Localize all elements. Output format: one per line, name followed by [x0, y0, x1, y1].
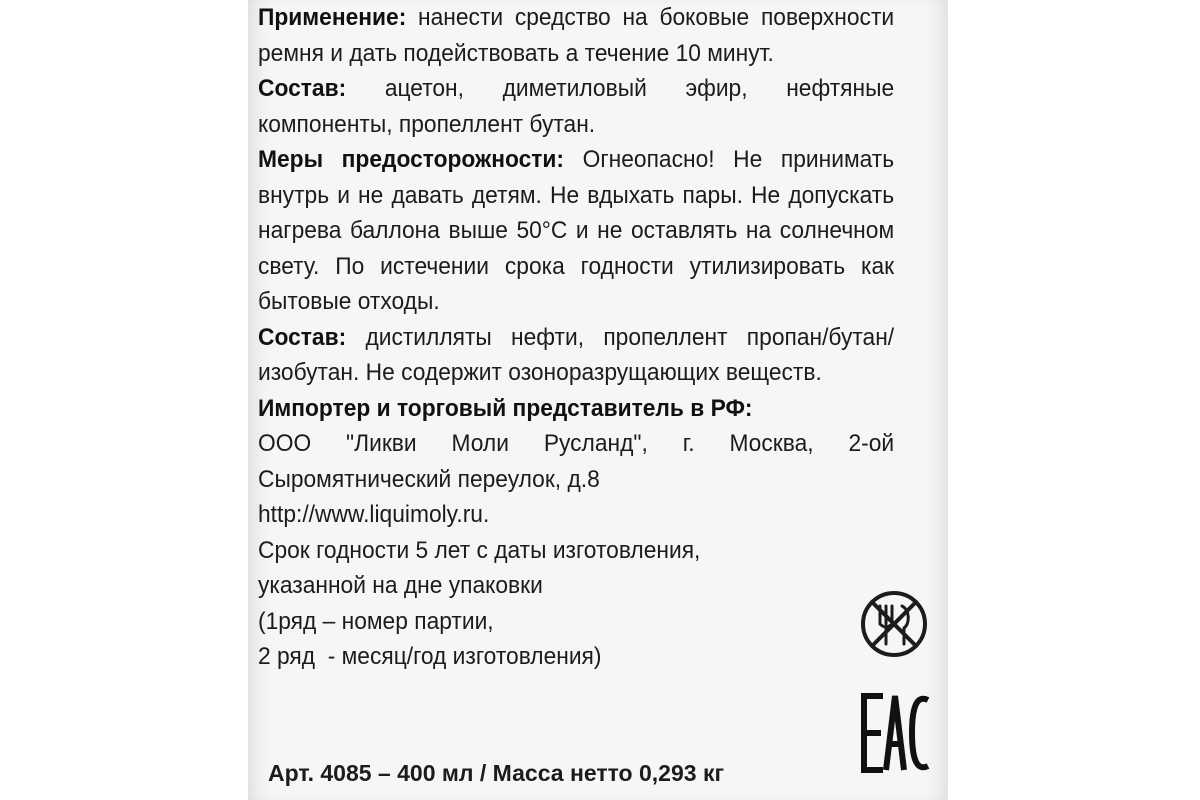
composition-text-2: дистилляты нефти, пропеллент пропан/бутан/изобутан. Не содержит озоноразрущающих веществ.	[258, 323, 895, 386]
usage-section	[258, 0, 894, 71]
composition-heading-2: Состав:	[258, 323, 347, 351]
shelf-life-line-2: указанной на дне упаковки	[258, 572, 543, 599]
precautions-section	[258, 142, 894, 320]
article-weight-line: Арт. 4085 – 400 мл / Масса нетто 0,293 кг	[268, 760, 725, 786]
composition-section-1	[258, 71, 894, 142]
importer-website: http://www.liquimoly.ru.	[258, 501, 490, 528]
crossed-out-food-contact-icon	[858, 588, 930, 660]
precautions-text: Огнеопасно! Не принимать внутрь и не давать детям. Не вдыхать пары. Не допускать нагрева баллона выше 50°С и не оставлять на солнечном свету. По истечении срока годности утилизировать как бытовые отходы.	[258, 146, 895, 315]
shelf-life-line-3: (1ряд – номер партии,	[258, 607, 494, 635]
importer-heading: Импортер и торговый представитель в РФ:	[258, 394, 753, 422]
eac-mark-icon	[860, 688, 932, 778]
label-text-block	[258, 0, 894, 675]
precautions-heading: Меры предосторожности:	[258, 146, 565, 173]
importer-address: ООО "Ликви Моли Русланд", г. Москва, 2-ой Сыромятнический переулок, д.8	[258, 430, 895, 493]
composition-section-2	[258, 320, 894, 391]
composition-heading-1: Состав:	[258, 75, 347, 102]
usage-text: нанести средство на боковые поверхности ремня и дать подействовать а течение 10 минут.	[258, 4, 895, 67]
composition-text-1: ацетон, диметиловый эфир, нефтяные компоненты, пропеллент бутан.	[258, 75, 895, 138]
usage-heading: Применение:	[258, 4, 407, 31]
shelf-life-line-4: 2 ряд - месяц/год изготовления)	[258, 643, 602, 670]
shelf-life-line-1: Срок годности 5 лет с даты изготовления,	[258, 536, 701, 564]
